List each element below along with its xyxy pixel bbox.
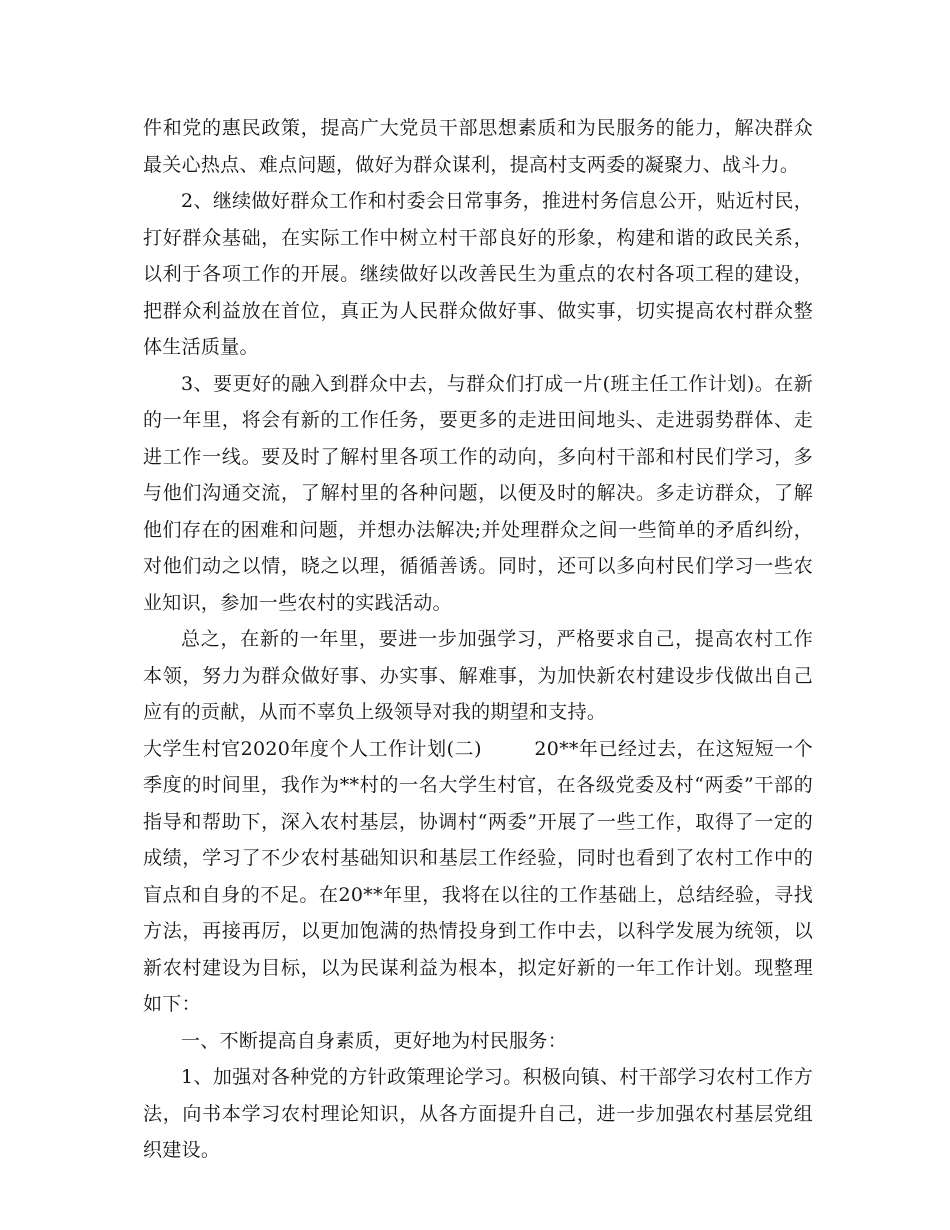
paragraph-item-1: 1、加强对各种党的方针政策理论学习。积极向镇、村干部学习农村工作方法，向书本学习农村理论知识，从各方面提升自己，进一步加强农村基层党组织建设。 (143, 1066, 813, 1161)
subheading-1: 一、不断提高自身素质，更好地为村民服务： (181, 1029, 568, 1052)
section-title: 大学生村官2020年度个人工作计划(二) (143, 737, 482, 760)
section-intro-text: 20**年已经过去，在这短短一个季度的时间里，我作为**村的一名大学生村官，在各级党委及村“两委”干部的指导和帮助下，深入农村基层，协调村“两委”开展了一些工作，取得了一定的成绩，学习了不少农村基础知识和基层工作经验，同时也看到了农村工作中的盲点和自身的不足。在20**年里，我将在以往的工作基础上，总结经验，寻找方法，再接再厉，以更加饱满的热情投身到工作中去，以科学发展为统领，以新农村建设为目标，以为民谋利益为根本，拟定好新的一年工作计划。现整理如下： (143, 737, 814, 1015)
paragraph-summary: 总之，在新的一年里，要进一步加强学习，严格要求自己，提高农村工作本领，努力为群众做好事、办实事、解难事，为加快新农村建设步伐做出自己应有的贡献，从而不辜负上级领导对我的期望和支持。 (143, 628, 813, 723)
title-gap (482, 738, 535, 760)
paragraph-item-3: 3、要更好的融入到群众中去，与群众们打成一片(班主任工作计划)。在新的一年里，将会有新的工作任务，要更多的走进田间地头、走进弱势群体、走进工作一线。要及时了解村里各项工作的动向，多向村干部和村民们学习，多与他们沟通交流，了解村里的各种问题，以便及时的解决。多走访群众，了解他们存在的困难和问题，并想办法解决;并处理群众之间一些简单的矛盾纠纷，对他们动之以情，晓之以理，循循善诱。同时，还可以多向村民们学习一些农业知识，参加一些农村的实践活动。 (143, 372, 813, 614)
paragraph-continuation: 件和党的惠民政策，提高广大党员干部思想素质和为民服务的能力，解决群众最关心热点、难点问题，做好为群众谋利，提高村支两委的凝聚力、战斗力。 (143, 117, 813, 176)
paragraph-item-2: 2、继续做好群众工作和村委会日常事务，推进村务信息公开，贴近村民，打好群众基础，在实际工作中树立村干部良好的形象，构建和谐的政民关系，以利于各项工作的开展。继续做好以改善民生为重点的农村各项工程的建设，把群众利益放在首位，真正为人民群众做好事、做实事，切实提高农村群众整体生活质量。 (143, 190, 813, 358)
document-body (143, 110, 813, 1169)
section-intro-paragraph (143, 731, 813, 1023)
